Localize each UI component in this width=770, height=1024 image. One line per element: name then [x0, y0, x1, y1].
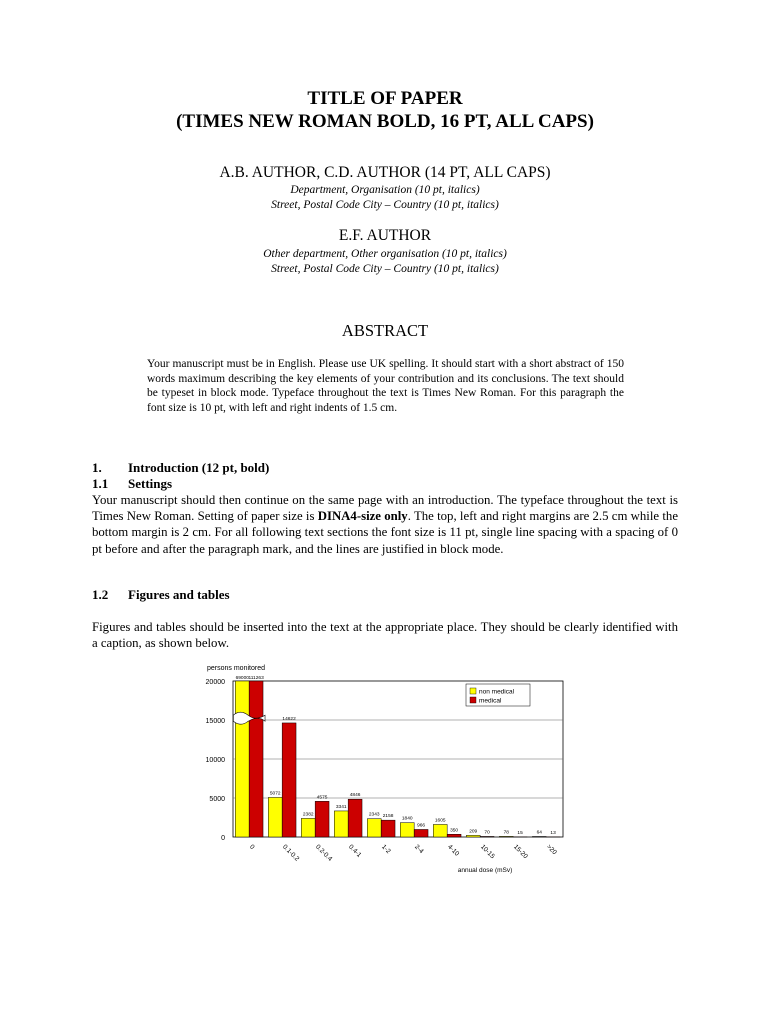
data-label: 1605 [434, 818, 446, 824]
settings-paragraph [92, 492, 678, 557]
bar [268, 797, 282, 837]
bar [414, 829, 428, 837]
author-names-1: A.B. AUTHOR, C.D. AUTHOR (14 PT, ALL CAPS) [219, 164, 551, 181]
settings-text-part2: . The top, left and right margins are 2.5 cm while the bottom margin is 2 cm. For all following text sections the font size is 11 pt, single line spacing with a spacing of 0 pt before and after the paragraph mark, and the lines are justified in block mode. [92, 509, 678, 556]
data-label: 64 [536, 830, 542, 836]
legend-swatch [470, 688, 476, 694]
y-tick-label: 15000 [205, 718, 225, 725]
figures-paragraph: Figures and tables should be inserted into the text at the appropriate place. They should be clearly identified with a caption, as shown below. [92, 620, 678, 651]
x-tick-label: 15-20 [512, 843, 529, 861]
x-axis-label: annual dose (mSv) [457, 867, 513, 874]
section-title: Introduction (12 pt, bold) [128, 460, 270, 475]
bar [480, 836, 494, 837]
data-label: 2382 [302, 812, 314, 818]
bar [447, 834, 461, 837]
data-label: 14622 [282, 716, 296, 722]
data-label: 1840 [401, 816, 413, 822]
data-label: 70 [484, 830, 490, 836]
bar [315, 801, 329, 837]
bar [381, 820, 395, 837]
data-label: 209 [469, 829, 478, 835]
x-tick-label: 0 [248, 843, 256, 851]
bar [466, 835, 480, 837]
dose-distribution-chart [195, 660, 565, 880]
paper-title-line2: (TIMES NEW ROMAN BOLD, 16 PT, ALL CAPS) [176, 111, 594, 132]
y-tick-label: 10000 [205, 757, 225, 764]
data-label: 111263 [248, 676, 264, 681]
bar [400, 823, 414, 837]
data-label: 15 [517, 830, 523, 836]
data-label: 78 [503, 830, 509, 836]
abstract-body: Your manuscript must be in English. Please use UK spelling. It should start with a short abstract of 150 words maximum describing the key elements of your contribution and its conclusions. The text should be typeset in block mode. Typeface throughout the text is Times New Roman. For this paragraph the font size is 10 pt, with left and right indents of 1.5 cm. [147, 358, 624, 414]
legend-swatch [470, 697, 476, 703]
x-tick-label: 0.2-0.4 [314, 843, 334, 863]
author-affiliation-2b: Street, Postal Code City – Country (10 pt, italics) [271, 263, 499, 275]
bar [235, 681, 249, 837]
data-label: 2343 [368, 812, 380, 818]
author-names-2: E.F. AUTHOR [338, 227, 432, 244]
paper-title-line1: TITLE OF PAPER [307, 88, 463, 109]
legend-label: non medical [479, 688, 515, 696]
data-label: 69000 [235, 676, 249, 681]
x-tick-label: 2-4 [413, 843, 425, 856]
bar [301, 818, 315, 837]
bar [367, 819, 381, 837]
x-tick-label: 1-2 [380, 843, 392, 856]
x-tick-label: 0.1-0.2 [281, 843, 301, 863]
settings-text-part1: Your manuscript should then continue on the same page with an introduction. The typeface throughout the text is Times New Roman. Setting of paper size is [92, 493, 678, 524]
bar [433, 824, 447, 837]
y-axis-label: persons monitored [207, 665, 265, 672]
author-affiliation-2a: Other department, Other organisation (10 pt, italics) [263, 248, 507, 260]
y-tick-label: 5000 [209, 796, 225, 803]
settings-text-bold: DINA4-size only [317, 509, 408, 524]
data-label: 5072 [269, 791, 281, 797]
x-tick-label: 10-15 [479, 843, 496, 861]
data-label: 966 [417, 823, 426, 829]
section-title: Figures and tables [128, 587, 230, 602]
bar [334, 811, 348, 837]
section-number: 1.2 [92, 587, 109, 602]
x-tick-label: 0.4-1 [347, 843, 363, 859]
bar [348, 799, 362, 837]
legend-label: medical [479, 697, 502, 705]
section-number: 1. [92, 460, 102, 475]
data-label: 2158 [382, 814, 394, 820]
abstract-heading: ABSTRACT [341, 321, 429, 340]
data-label: 13 [550, 830, 556, 836]
bar [282, 723, 296, 837]
x-tick-label: 4-10 [446, 843, 461, 858]
data-label: 3341 [335, 804, 347, 810]
author-affiliation-1b: Street, Postal Code City – Country (10 pt, italics) [271, 199, 499, 211]
author-affiliation-1a: Department, Organisation (10 pt, italics) [290, 184, 480, 196]
section-number: 1.1 [92, 476, 109, 491]
bar [499, 836, 513, 837]
y-tick-label: 20000 [205, 679, 225, 686]
y-tick-label: 0 [221, 835, 225, 842]
data-label: 350 [450, 828, 459, 834]
x-tick-label: >20 [545, 843, 558, 857]
data-label: 4846 [349, 793, 361, 799]
bar [249, 681, 263, 837]
section-title: Settings [128, 476, 173, 491]
data-label: 4575 [316, 795, 328, 801]
